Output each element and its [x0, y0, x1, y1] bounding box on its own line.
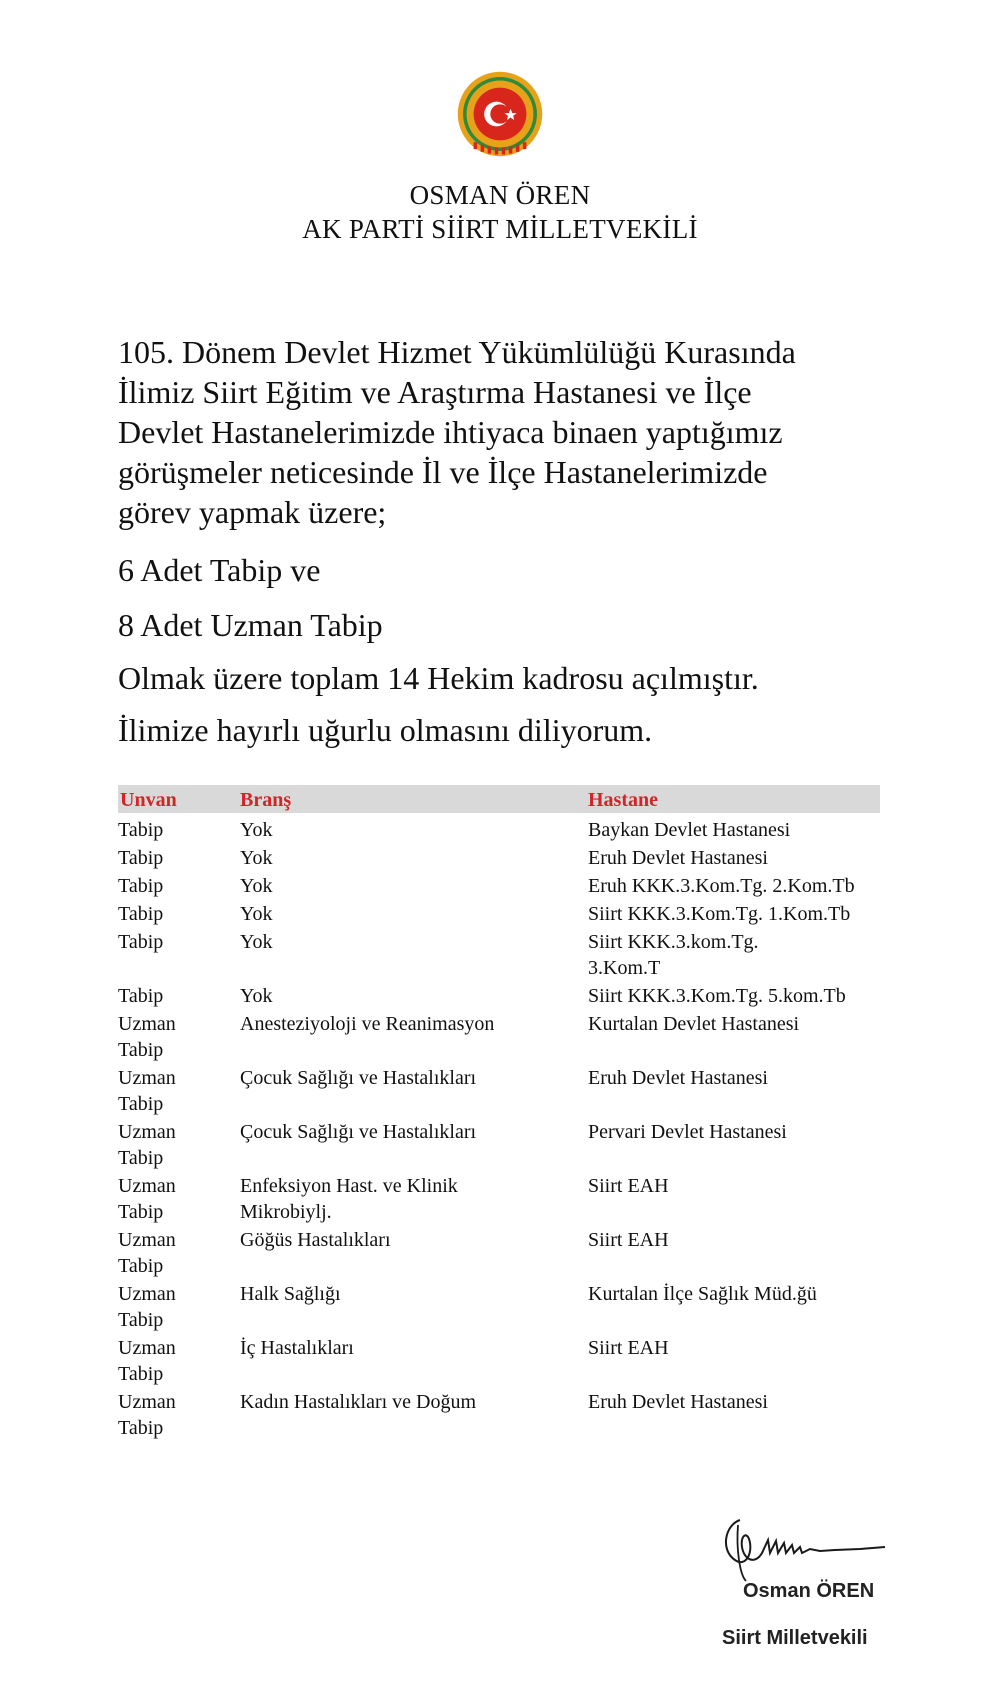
cell-line: Göğüs Hastalıkları — [240, 1229, 391, 1251]
cell-line: Kadın Hastalıkları ve Doğum — [240, 1391, 477, 1413]
cell-line: Siirt KKK.3.Kom.Tg. 5.kom.Tb — [588, 985, 846, 1007]
cell-line: Tabip — [118, 875, 164, 897]
cell-line: Anesteziyoloji ve Reanimasyon — [240, 1013, 495, 1035]
column-header-hastane: Hastane — [588, 789, 658, 811]
cell-line: Halk Sağlığı — [240, 1283, 341, 1305]
paragraph-line: 105. Dönem Devlet Hizmet Yükümlülüğü Kurasında — [118, 334, 796, 370]
cell-unvan — [118, 929, 208, 955]
cell-line: Çocuk Sağlığı ve Hastalıkları — [240, 1121, 477, 1143]
announcement-line-wish: İlimize hayırlı uğurlu olmasını diliyorum. — [118, 712, 653, 748]
cell-line: Tabip — [118, 819, 164, 841]
cell-line: Tabip — [118, 1093, 164, 1115]
signature-name: Osman ÖREN — [743, 1580, 875, 1602]
cell-hastane — [588, 1011, 888, 1037]
cell-brans — [240, 1011, 540, 1037]
signature-scribble — [710, 1505, 910, 1585]
cell-line: Siirt EAH — [588, 1175, 669, 1197]
cell-line: Siirt KKK.3.kom.Tg. — [588, 931, 759, 953]
paragraph-line: görüşmeler neticesinde İl ve İlçe Hastanelerimizde — [118, 454, 768, 490]
announcement-line-total: Olmak üzere toplam 14 Hekim kadrosu açılmıştır. — [118, 660, 759, 696]
header-name: OSMAN ÖREN — [409, 180, 591, 210]
cell-line: Uzman — [118, 1121, 176, 1143]
cell-line: Tabip — [118, 1363, 164, 1385]
cell-line: Yok — [240, 847, 273, 869]
cell-unvan — [118, 901, 208, 927]
cell-line: İç Hastalıkları — [240, 1337, 354, 1359]
column-header-unvan: Unvan — [120, 789, 177, 811]
cell-line: Uzman — [118, 1013, 176, 1035]
cell-hastane — [588, 1173, 888, 1199]
cell-brans — [240, 1227, 540, 1253]
cell-line: Uzman — [118, 1229, 176, 1251]
column-header-brans: Branş — [240, 789, 292, 811]
cell-unvan — [118, 1335, 208, 1387]
signature-title: Siirt Milletvekili — [722, 1627, 868, 1649]
cell-line: Yok — [240, 819, 273, 841]
cell-line: Tabip — [118, 903, 164, 925]
cell-line: Yok — [240, 875, 273, 897]
cell-brans — [240, 873, 540, 899]
cell-brans — [240, 901, 540, 927]
cell-hastane — [588, 929, 888, 981]
cell-unvan — [118, 1227, 208, 1279]
cell-line: Yok — [240, 985, 273, 1007]
cell-line: Tabip — [118, 1147, 164, 1169]
cell-unvan — [118, 1389, 208, 1441]
announcement-paragraph — [118, 332, 938, 532]
cell-brans — [240, 929, 540, 955]
cell-line: Enfeksiyon Hast. ve Klinik — [240, 1175, 458, 1197]
cell-line: Tabip — [118, 985, 164, 1007]
cell-line: Siirt EAH — [588, 1229, 669, 1251]
cell-line: Mikrobiylj. — [240, 1201, 332, 1223]
cell-line: Yok — [240, 931, 273, 953]
cell-hastane — [588, 1281, 888, 1307]
cell-unvan — [118, 1281, 208, 1333]
cell-brans — [240, 1335, 540, 1361]
cell-brans — [240, 1389, 540, 1415]
cell-line: Uzman — [118, 1067, 176, 1089]
cell-hastane — [588, 845, 888, 871]
cell-line: Tabip — [118, 1255, 164, 1277]
cell-brans — [240, 983, 540, 1009]
cell-line: Uzman — [118, 1337, 176, 1359]
cell-hastane — [588, 1065, 888, 1091]
cell-line: Yok — [240, 903, 273, 925]
cell-hastane — [588, 1119, 888, 1145]
cell-hastane — [588, 873, 888, 899]
cell-line: Tabip — [118, 847, 164, 869]
cell-line: Tabip — [118, 1417, 164, 1439]
cell-unvan — [118, 845, 208, 871]
cell-line: Tabip — [118, 1309, 164, 1331]
cell-hastane — [588, 1227, 888, 1253]
cell-line: Uzman — [118, 1283, 176, 1305]
cell-hastane — [588, 817, 888, 843]
cell-brans — [240, 817, 540, 843]
cell-unvan — [118, 873, 208, 899]
cell-unvan — [118, 1011, 208, 1063]
cell-line: Eruh Devlet Hastanesi — [588, 847, 768, 869]
cell-brans — [240, 1065, 540, 1091]
cell-hastane — [588, 983, 888, 1009]
header-title: AK PARTİ SİİRT MİLLETVEKİLİ — [302, 214, 698, 244]
cell-unvan — [118, 983, 208, 1009]
cell-brans — [240, 845, 540, 871]
paragraph-line: Devlet Hastanelerimizde ihtiyaca binaen yaptığımız — [118, 414, 783, 450]
cell-line: Pervari Devlet Hastanesi — [588, 1121, 787, 1143]
cell-line: 3.Kom.T — [588, 957, 661, 979]
paragraph-line: görev yapmak üzere; — [118, 494, 387, 530]
cell-line: Siirt EAH — [588, 1337, 669, 1359]
cell-hastane — [588, 1389, 888, 1415]
cell-line: Kurtalan İlçe Sağlık Müd.ğü — [588, 1283, 817, 1305]
cell-line: Siirt KKK.3.Kom.Tg. 1.Kom.Tb — [588, 903, 851, 925]
announcement-line-uzman: 8 Adet Uzman Tabip — [118, 607, 383, 643]
cell-line: Eruh KKK.3.Kom.Tg. 2.Kom.Tb — [588, 875, 855, 897]
cell-hastane — [588, 901, 888, 927]
cell-line: Kurtalan Devlet Hastanesi — [588, 1013, 800, 1035]
announcement-line-tabip: 6 Adet Tabip ve — [118, 552, 321, 588]
cell-line: Tabip — [118, 1039, 164, 1061]
cell-brans — [240, 1119, 540, 1145]
cell-line: Çocuk Sağlığı ve Hastalıkları — [240, 1067, 477, 1089]
cell-line: Eruh Devlet Hastanesi — [588, 1067, 768, 1089]
table-header — [118, 785, 880, 813]
cell-unvan — [118, 1065, 208, 1117]
paragraph-line: İlimiz Siirt Eğitim ve Araştırma Hastanesi ve İlçe — [118, 374, 752, 410]
cell-line: Uzman — [118, 1391, 176, 1413]
cell-line: Baykan Devlet Hastanesi — [588, 819, 791, 841]
cell-brans — [240, 1281, 540, 1307]
cell-unvan — [118, 1119, 208, 1171]
cell-line: Tabip — [118, 1201, 164, 1223]
cell-line: Uzman — [118, 1175, 176, 1197]
cell-hastane — [588, 1335, 888, 1361]
tbmm-emblem-icon — [456, 70, 544, 158]
cell-line: Tabip — [118, 931, 164, 953]
cell-brans — [240, 1173, 540, 1225]
cell-line: Eruh Devlet Hastanesi — [588, 1391, 768, 1413]
cell-unvan — [118, 1173, 208, 1225]
cell-unvan — [118, 817, 208, 843]
